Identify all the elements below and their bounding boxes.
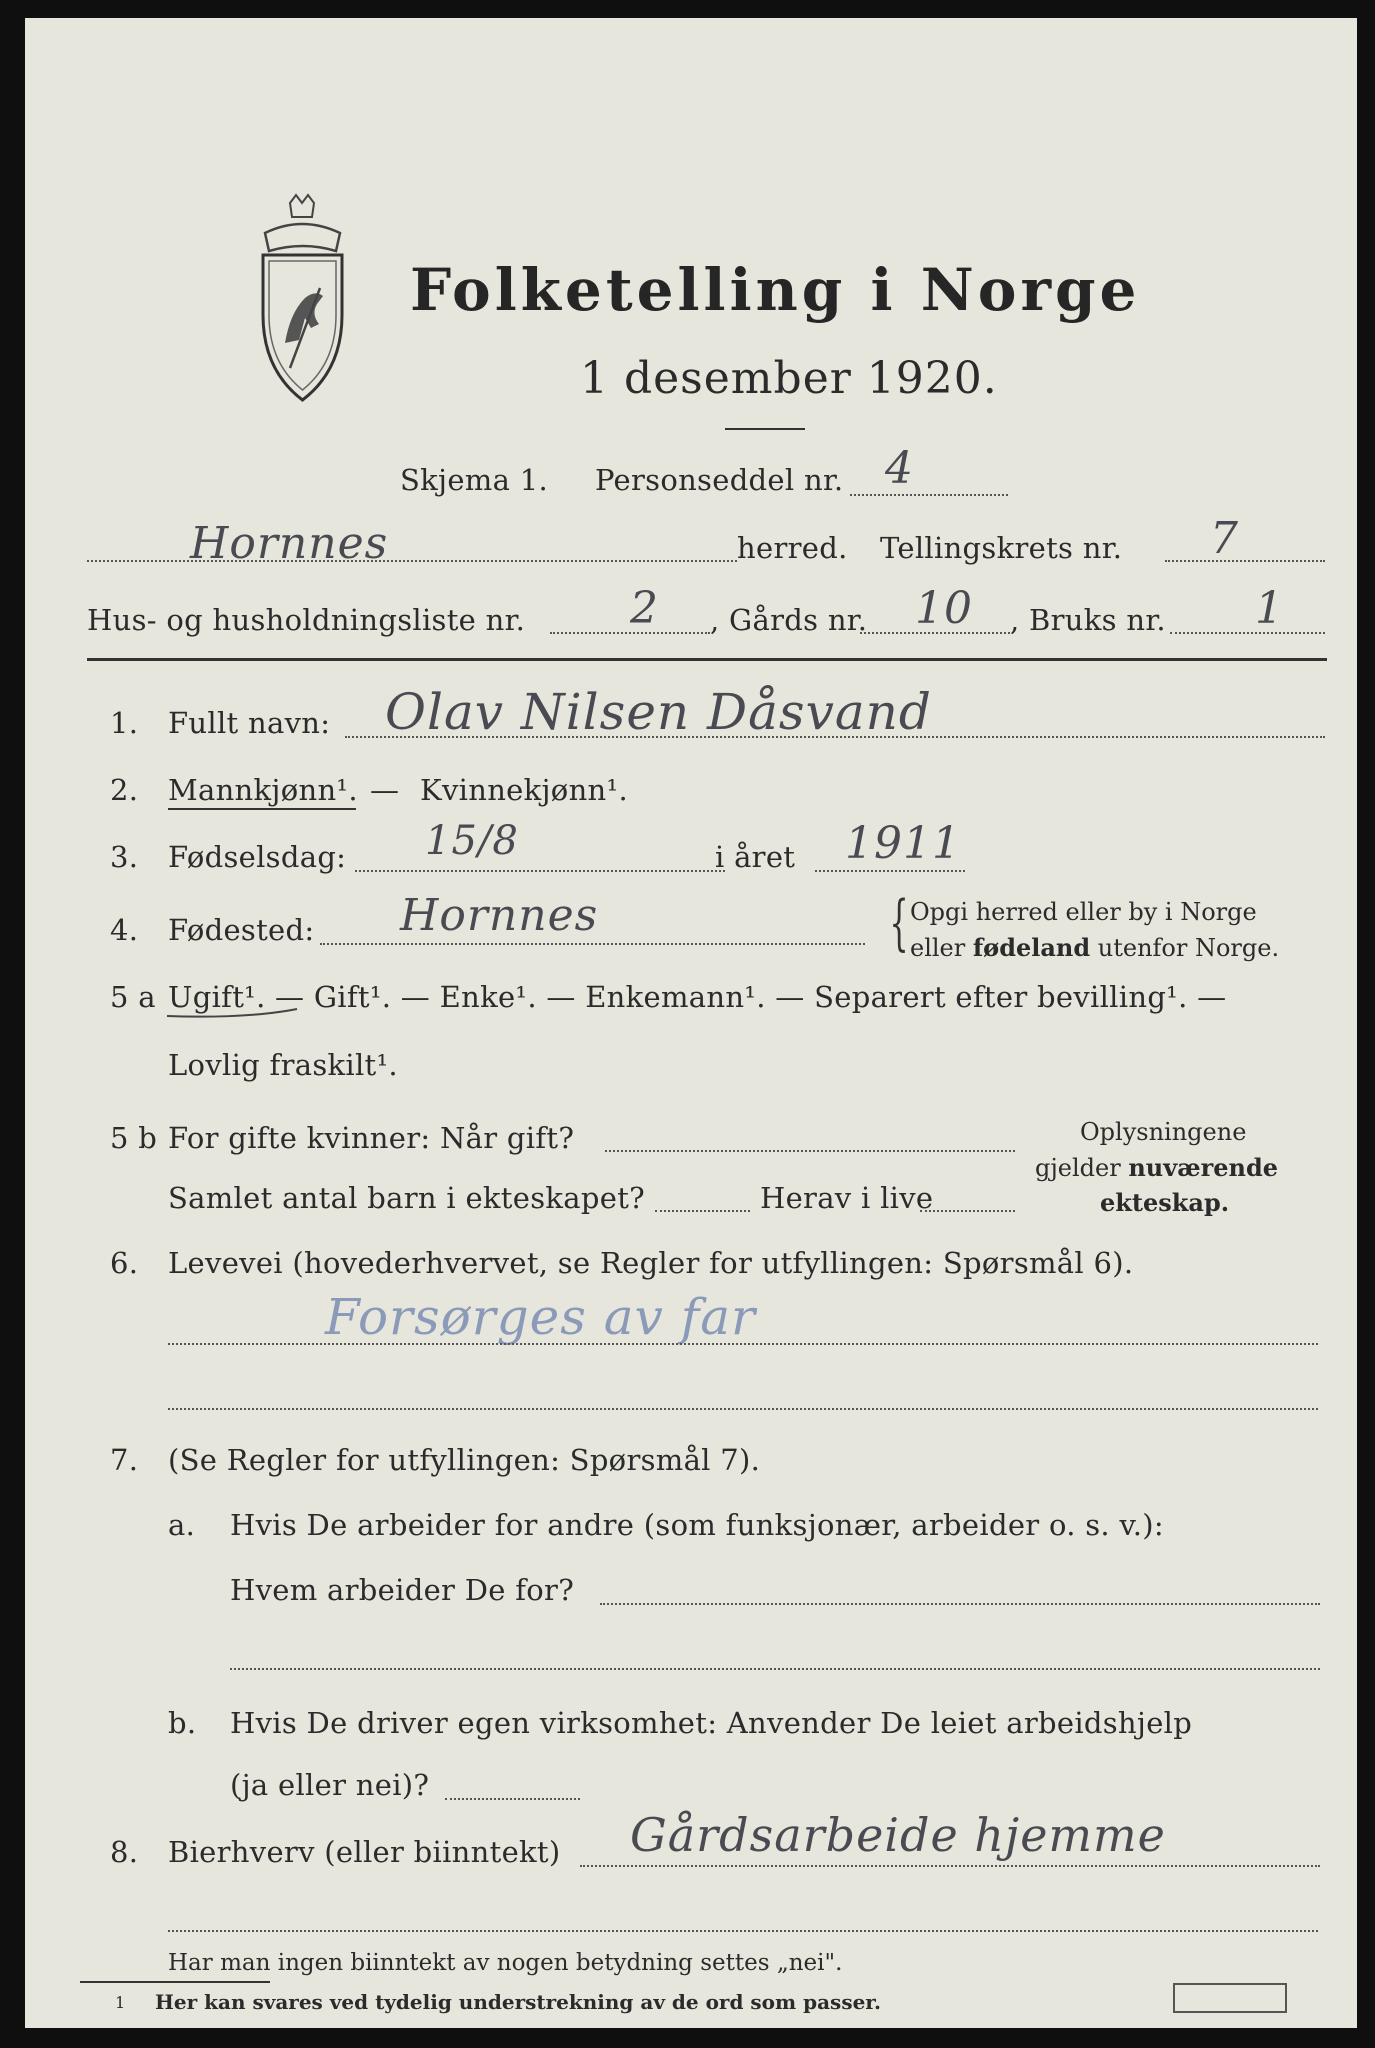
q1-label: Fullt navn:	[168, 706, 331, 740]
q4-label: Fødested:	[168, 913, 315, 947]
q3-number: 3.	[110, 840, 139, 874]
header-divider	[87, 658, 1327, 661]
q7a-number: a.	[168, 1508, 196, 1542]
q5a-number: 5 a	[110, 980, 156, 1014]
q3-label: Fødselsdag:	[168, 840, 347, 874]
mannkjonn-underline	[168, 808, 356, 810]
herred-label: herred.	[737, 531, 848, 565]
personseddel-label: Personseddel nr.	[595, 463, 844, 497]
marriage-note-3: ekteskap.	[1100, 1188, 1230, 1217]
q5b-number: 5 b	[110, 1121, 158, 1155]
mannkjonn-option: Mannkjønn¹.	[168, 773, 358, 807]
q4-number: 4.	[110, 913, 139, 947]
printer-stamp	[1173, 1983, 1287, 2013]
birthplace-note-2: eller fødeland utenfor Norge.	[910, 933, 1280, 962]
q7b-text: Hvis De driver egen virksomhet: Anvender De leiet arbeidshjelp	[230, 1706, 1193, 1740]
hus-label: Hus- og husholdningsliste nr.	[87, 603, 526, 637]
full-name-value: Olav Nilsen Dåsvand	[385, 683, 932, 741]
q7-number: 7.	[110, 1443, 139, 1477]
biinntekt-note: Har man ingen biinntekt av nogen betydning settes „nei".	[168, 1950, 843, 1976]
census-date: 1 desember 1920.	[580, 353, 998, 404]
q7-label: (Se Regler for utfyllingen: Spørsmål 7).	[168, 1443, 761, 1477]
census-form	[25, 18, 1357, 2028]
q8-label: Bierhverv (eller biinntekt)	[168, 1835, 561, 1869]
q6-label: Levevei (hovederhvervet, se Regler for utfyllingen: Spørsmål 6).	[168, 1246, 1134, 1280]
tellingskrets-value: 7	[1210, 513, 1239, 564]
lovlig-fraskilt-option: Lovlig fraskilt¹.	[168, 1048, 398, 1082]
q6-number: 6.	[110, 1246, 139, 1280]
marriage-note-1: Oplysningene	[1080, 1118, 1247, 1146]
gender-separator: —	[370, 773, 400, 807]
birthday-value: 15/8	[425, 818, 519, 864]
side-occupation-value: Gårdsarbeide hjemme	[630, 1808, 1166, 1862]
married-when-label: For gifte kvinner: Når gift?	[168, 1121, 575, 1155]
footnote-text: Her kan svares ved tydelig understrekning av de ord som passer.	[155, 1990, 881, 2014]
birthplace-note-1: Opgi herred eller by i Norge	[910, 898, 1257, 926]
hus-value: 2	[630, 583, 659, 634]
footnote-mark: 1	[115, 1993, 126, 2012]
brace: {	[889, 888, 909, 958]
bruks-label: , Bruks nr.	[1010, 603, 1166, 637]
footnote-rule	[80, 1981, 270, 1983]
schema-label: Skjema 1.	[400, 463, 548, 497]
personseddel-value: 4	[885, 443, 914, 494]
gards-label: , Gårds nr.	[710, 603, 868, 637]
q8-number: 8.	[110, 1835, 139, 1869]
hired-help-label: (ja eller nei)?	[230, 1768, 430, 1802]
marriage-note-2: gjelder nuværende	[1035, 1153, 1279, 1182]
q1-number: 1.	[110, 706, 139, 740]
herred-value: Hornnes	[190, 518, 389, 569]
title-rule	[725, 428, 805, 430]
form-title: Folketelling i Norge	[410, 256, 1141, 324]
occupation-value: Forsørges av far	[325, 1288, 756, 1346]
children-label: Samlet antal barn i ekteskapet?	[168, 1181, 645, 1215]
alive-label: Herav i live	[760, 1181, 934, 1215]
q7a-text: Hvis De arbeider for andre (som funksjonær, arbeider o. s. v.):	[230, 1508, 1164, 1542]
birthplace-value: Hornnes	[400, 890, 599, 941]
ugift-option: Ugift¹.	[168, 980, 266, 1014]
tellingskrets-label: Tellingskrets nr.	[880, 531, 1123, 565]
year-label: i året	[715, 840, 796, 874]
coat-of-arms-icon	[245, 193, 360, 408]
employer-label: Hvem arbeider De for?	[230, 1573, 575, 1607]
civil-status-options: — Gift¹. — Enke¹. — Enkemann¹. — Separert efter bevilling¹. —	[275, 980, 1227, 1014]
birth-year-value: 1911	[845, 818, 961, 869]
bruks-value: 1	[1255, 583, 1284, 634]
q2-number: 2.	[110, 773, 139, 807]
q7b-number: b.	[168, 1706, 197, 1740]
kvinnekjonn-option: Kvinnekjønn¹.	[420, 773, 628, 807]
gards-value: 10	[915, 583, 973, 634]
